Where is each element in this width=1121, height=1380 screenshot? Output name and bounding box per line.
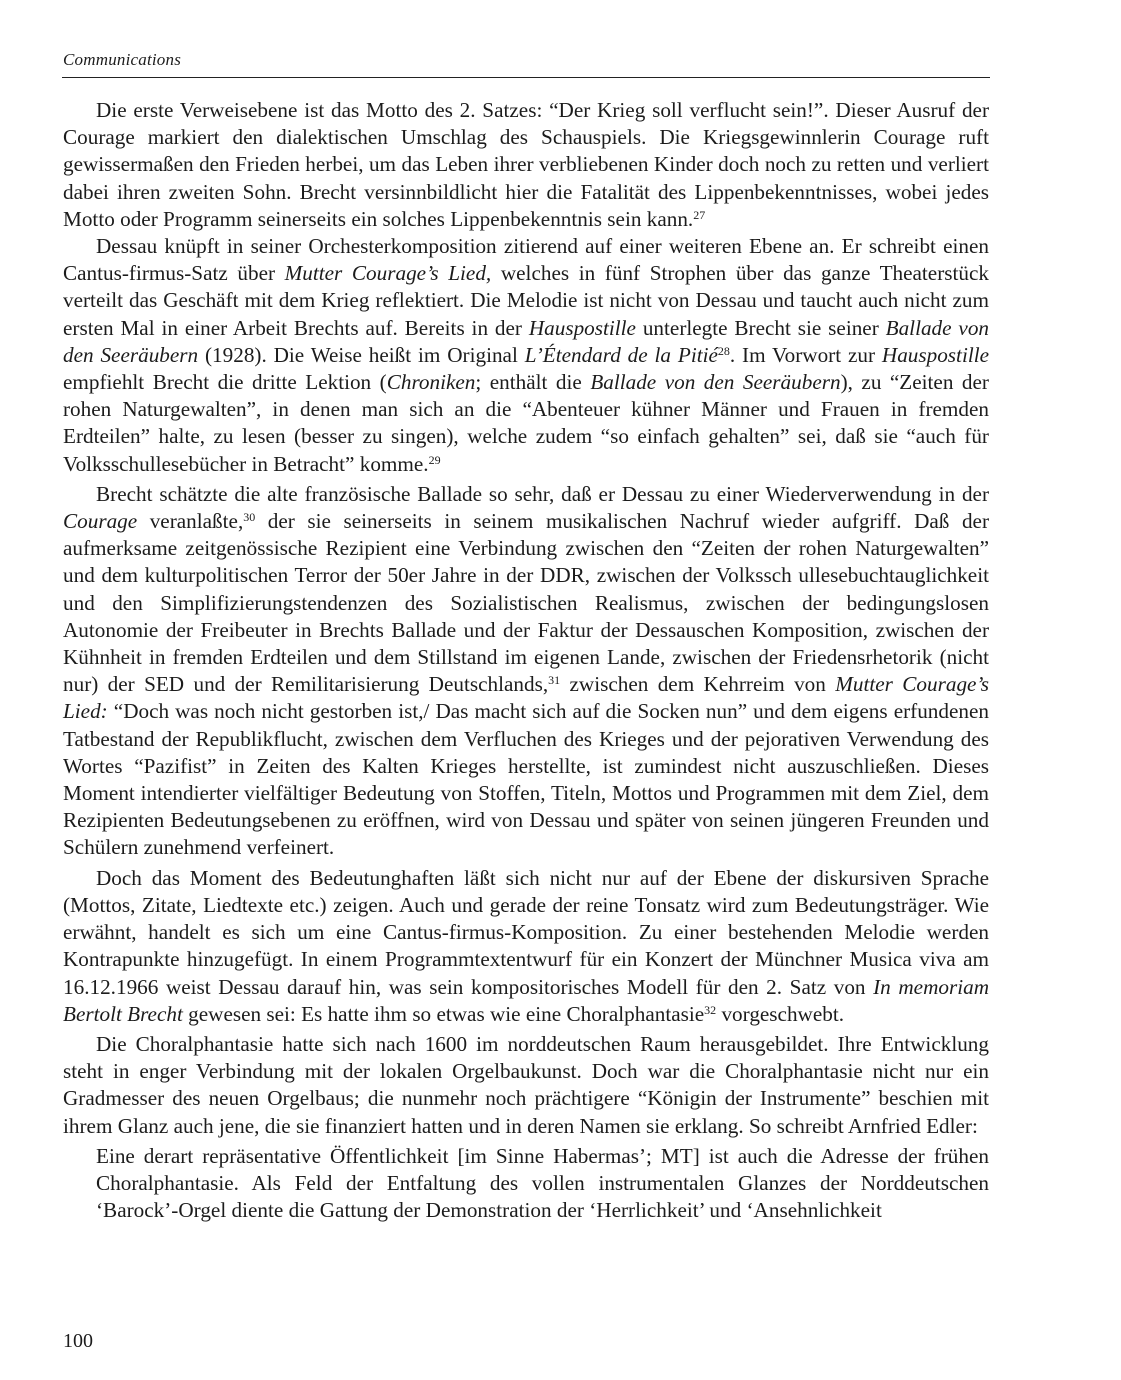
work-title: In memoriam Bertolt Brecht xyxy=(63,974,989,1026)
text-run: Doch das Moment des Bedeutunghaften läßt sich nicht nur auf der Ebene der diskursiven Sprache (Mottos, Zitate, Liedtexte etc.) zeigen. Auch und gerade der reine Tonsatz wird zum Bedeutungsträger. Wie erwähnt, handelt es sich um eine Cantus-firmus-Komposition. Zu einer bestehenden Melodie werden Kontrapunkte hinzugefügt. In einem Programmtextentwurf für ein Konzert der Münchner Musica viva am 16.12.1966 weist Dessau darauf hin, was sein kompositorisches Modell für den 2. Satz von xyxy=(63,865,989,999)
header-rule xyxy=(62,77,990,78)
text-run: Brecht schätzte die alte französische Ballade so sehr, daß er Dessau zu einer Wiederverwendung in der xyxy=(96,481,989,506)
work-title: Ballade von den Seeräubern xyxy=(590,370,841,395)
work-title: Mutter Courage’s Lied: xyxy=(63,672,990,724)
text-run: ), zu “Zeiten der rohen Naturgewalten”, in denen man sich an die “Abenteuer kühner Männer und Frauen in fremden Erdteilen” halte, zu lesen (besser zu singen), welche zudem “so einfach gehalten” sei, daß sie “auch für Volksschullesebücher in Betracht” komme. xyxy=(63,370,989,476)
text-run: der sie seinerseits in seinem musikalischen Nachruf wieder aufgriff. Daß der aufmerksame zeitgenössische Rezipient eine Verbindung zwischen den “Zeiten der rohen Naturgewalten” und dem kulturpolitischen Terror der 50er Jahre in der DDR, zwischen der Volkssch ullesebuchtauglichkeit und den Simplifizierungstendenzen des Sozialistischen Realismus, zwischen der bedingungslosen Autonomie der Freibeuter in Brechts Ballade und der Faktur der Dessauschen Komposition, zwischen der Kühnheit in fremden Erdteilen und dem Stillstand im eigenen Lande, zwischen der Friedensrhetorik (nicht nur) der SED und der Remilitarisierung Deutschlands, xyxy=(63,509,990,697)
work-title: Hauspostille xyxy=(881,342,990,367)
footnote-ref-28: 28 xyxy=(717,343,730,358)
footnote-ref-31: 31 xyxy=(548,673,561,688)
block-quote xyxy=(63,1143,989,1225)
running-head: Communications xyxy=(63,50,182,69)
paragraph-3 xyxy=(63,481,989,862)
page-number: 100 xyxy=(63,1330,93,1352)
paragraph-1 xyxy=(63,97,989,233)
work-title: Mutter Courage’s Lied, xyxy=(284,261,492,286)
text-run: vorgeschwebt. xyxy=(716,1001,845,1026)
text-run: Die Choralphantasie hatte sich nach 1600 im norddeutschen Raum herausgebildet. Ihre Entwicklung steht in enger Verbindung mit der lokalen Orgelbaukunst. Doch war die Choralphantasie nicht nur ein Gradmesser des neuen Orgelbaus; die nunmehr noch prächtigere “Königin der Instrumente” beschien mit ihrem Glanz auch jene, die sie finanziert hatten und in deren Namen sie erklang. So schreibt Arnfried Edler: xyxy=(63,1031,989,1138)
body-text xyxy=(63,97,989,1224)
text-run: empfiehlt Brecht die dritte Lektion ( xyxy=(63,370,387,395)
text-run: ; enthält die xyxy=(475,370,591,395)
paragraph-2 xyxy=(63,233,989,478)
text-run: (1928). Die Weise heißt im Original xyxy=(198,342,525,367)
work-title: Hauspostille xyxy=(528,315,636,340)
footnote-ref-30: 30 xyxy=(243,510,256,525)
work-title: L’Étendard de la Pitié xyxy=(524,342,718,367)
work-title: Courage xyxy=(63,509,138,534)
footnote-ref-29: 29 xyxy=(428,452,441,467)
text-run: gewesen sei: Es hatte ihm so etwas wie eine Choralphantasie xyxy=(182,1001,705,1026)
text-run: welches in fünf Strophen über das ganze Theaterstück verteilt das Geschäft mit dem Krieg reflektiert. Die Melodie ist nicht von Dessau und taucht auch nicht zum ersten Mal in einer Arbeit Brechts auf. Bereits in der xyxy=(63,261,989,340)
paragraph-5 xyxy=(63,1031,989,1140)
text-run: zwischen dem Kehrreim von xyxy=(560,672,836,697)
text-run: Eine derart repräsentative Öffentlichkeit [im Sinne Habermas’; MT] ist auch die Adresse der frühen Choralphantasie. Als Feld der Entfaltung des vollen instrumentalen Glanzes der Norddeutschen ‘Barock’-Orgel diente die Gattung der Demonstration der ‘Herrlichkeit’ und ‘Ansehnlichkeit xyxy=(96,1143,989,1223)
footnote-ref-27: 27 xyxy=(693,207,706,222)
footnote-ref-32: 32 xyxy=(704,1002,717,1017)
text-run: Die erste Verweisebene ist das Motto des 2. Satzes: “Der Krieg soll verflucht sein!”. Dieser Ausruf der Courage markiert den dialektischen Umschlag des Schauspiels. Die Kriegsgewinnlerin Courage ruft gewissermaßen den Frieden herbei, um das Leben ihrer verbliebenen Kinder doch noch zu retten und verliert dabei ihren zweiten Sohn. Brecht versinnbildlicht hier die Fatalität des Lippenbekenntnisses, wobei jedes Motto oder Programm seinerseits ein solches Lippenbekenntnis sein kann. xyxy=(63,98,989,231)
text-run: Dessau knüpft in seiner Orchesterkomposition zitierend auf einer weiteren Ebene an. Er schreibt einen Cantus-firmus-Satz über xyxy=(63,234,989,286)
text-run: unterlegte Brecht sie seiner xyxy=(635,315,886,340)
text-run: . Im Vorwort zur xyxy=(729,342,882,367)
text-run: “Doch was noch nicht gestorben ist,/ Das macht sich auf die Socken nun” und dem eigens erfundenen Tatbestand der Republikflucht, zwischen dem Verfluchen des Krieges und der pejorativen Verwendung des Wortes “Pazifist” in Zeiten des Kalten Krieges herstellte, ist zumindest nicht auszuschließen. Dieses Moment intendierter vielfältiger Bedeutung von Stoffen, Titeln, Mottos und Programmen mit dem Ziel, dem Rezipienten Bedeutungsebenen zu eröffnen, wird von Dessau und später von seinen jüngeren Freunden und Schülern zunehmend verfeinert. xyxy=(63,699,989,860)
work-title: Chroniken xyxy=(386,370,476,395)
work-title: Ballade von den Seeräubern xyxy=(63,315,990,367)
paragraph-4 xyxy=(63,865,989,1028)
text-run: veranlaßte, xyxy=(137,509,244,534)
